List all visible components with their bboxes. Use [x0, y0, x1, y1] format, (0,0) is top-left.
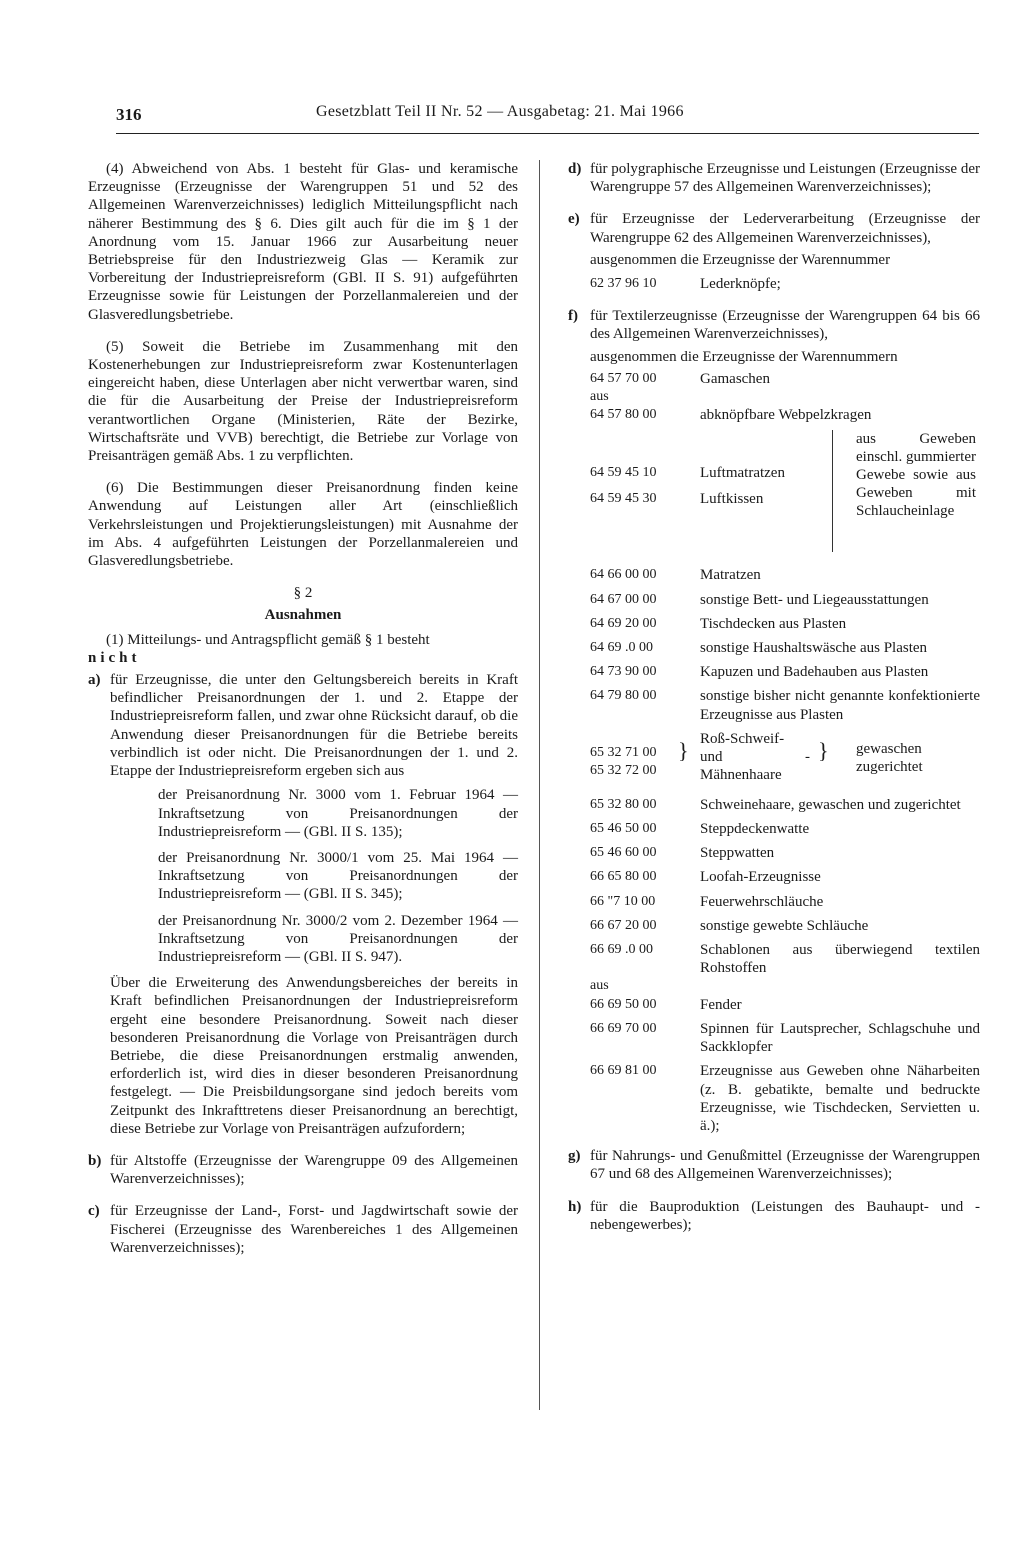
left-column: [88, 160, 518, 1263]
table-row: 66 69 81 00 Erzeugnisse aus Geweben ohne Näharbeiten (z. B. gebatikte, bemalte und bedruckte Erzeugnisse, wie Tischdecken, Servietten u. ä.);: [590, 1063, 980, 1134]
table-row: 64 73 90 00 Kapuzen und Badehauben aus Plasten: [590, 664, 929, 681]
list-item-c: c) für Erzeugnisse der Land-, Forst- und Jagdwirtschaft sowie der Fischerei (Erzeugnisse des Warenbereiches 1 des Allgemeinen Warenverzeichnisses);: [88, 1203, 518, 1256]
table-row: 64 69 20 00 Tischdecken aus Plasten: [590, 615, 847, 632]
list-item-b: b) für Altstoffe (Erzeugnisse der Warengruppe 09 des Allgemeinen Warenverzeichnisses);: [88, 1152, 518, 1188]
list-item-e: e) für Erzeugnisse der Lederverarbeitung (Erzeugnisse der Warengruppe 62 des Allgemeinen Warenverzeichnisses),: [568, 211, 980, 246]
sub-item: der Preisanordnung Nr. 3000/1 vom 25. Mai 1964 — Inkraftsetzung von Preisanordnungen der Industriepreisreform — (GBl. II S. 345);: [158, 849, 518, 903]
aus-label: aus: [590, 978, 609, 994]
list-item-g: g) für Nahrungs- und Genußmittel (Erzeugnisse der Warengruppen 67 und 68 des Allgemeinen Warenverzeichnisses);: [568, 1148, 980, 1183]
section-nicht: nicht: [88, 649, 141, 666]
list-item-a-after: Über die Erweiterung des Anwendungsbereiches der bereits in Kraft befindlichen Preisanordnungen der Industriepreisreform ergeht eine besondere Preisanordnung. Soweit nach dieser besonderen Preisanordnung die Vorlage von Preisanträgen durch Betriebe, die diese Preisanordnungen erstmalig anwenden, erforderlich ist, wird dies in dieser besonderen Preisanordnung festgelegt. — Die Preisbildungsorgane sind jedoch bereits vom Zeitpunkt des Inkrafttretens dieser Preisanordnung an berechtigt, diese Betriebe zur Vorlage von Preisanträgen aufzufordern;: [110, 975, 518, 1137]
table-row: 65 32 80 00 Schweinehaare, gewaschen und zugerichtet: [590, 796, 961, 813]
section-intro: (1) Mitteilungs- und Antragspflicht gemäß § 1 besteht: [106, 631, 430, 648]
page-number: 316: [116, 105, 142, 124]
braced-group: 65 32 71 00 65 32 72 00 } Roß-Schweif- und -Mähnenhaare } gewaschen zugerichtet: [590, 730, 923, 783]
table-row: 66 "7 10 00 Feuerwehrschläuche: [590, 893, 824, 910]
table-row: 64 67 00 00 sonstige Bett- und Liegeausstattungen: [590, 591, 929, 608]
paragraph-6: (6) Die Bestimmungen dieser Preisanordnung finden keine Anwendung auf Leistungen aller Art (einschließlich Verkehrsleistungen und Projektierungsleistungen) mit Ausnahme der im Abs. 4 aufgeführten Leistungen der Porzellanmalereien und Glasveredlungsbetriebe.: [88, 480, 518, 570]
rows-c: [590, 996, 980, 1135]
table-row: 64 57 70 00 Gamaschen: [590, 370, 770, 387]
table-row: 64 66 00 00 Matratzen: [590, 567, 761, 584]
table-row: 65 46 60 00 Steppwatten: [590, 845, 775, 862]
table-row: 66 67 20 00 sonstige gewebte Schläuche: [590, 917, 869, 934]
exception-intro: ausgenommen die Erzeugnisse der Warennummern: [590, 348, 898, 365]
rows-b: [590, 796, 980, 978]
table-row: 64 79 80 00 sonstige bisher nicht genannte konfektionierte Erzeugnisse aus Plasten: [590, 688, 980, 723]
table-row: 66 69 .0 00 Schablonen aus überwiegend textilen Rohstoffen: [590, 942, 980, 977]
list-item-a: a) für Erzeugnisse, die unter den Geltungsbereich bereits in Kraft befindlicher Preisanordnungen der 1. und 2. Etappe der Industriepreisreform fallen, und zwar ohne Rücksicht darauf, ob die Anwendung dieser Preisanordnungen für die Betriebe bereits verbindlich ist oder nicht. Die Preisanordnungen der 1. und 2. Etappe der Industriepreisreform ergeben sich aus: [88, 672, 518, 780]
list-item-a-sublist: [158, 786, 518, 966]
table-row: 66 65 80 00 Loofah-Erzeugnisse: [590, 869, 821, 886]
page-title: Gesetzblatt Teil II Nr. 52 — Ausgabetag: 21. Mai 1966: [316, 103, 684, 120]
column-divider: [539, 160, 540, 1410]
exception-intro: ausgenommen die Erzeugnisse der Warennummer: [590, 251, 891, 268]
sub-item: der Preisanordnung Nr. 3000/2 vom 2. Dezember 1964 — Inkraftsetzung von Preisanordnungen der Industriepreisreform — (GBl. II S. 947).: [158, 912, 518, 965]
sub-item: der Preisanordnung Nr. 3000 vom 1. Februar 1964 — Inkraftsetzung von Preisanordnungen der Industriepreisreform — (GBl. II S. 135);: [158, 787, 518, 840]
rows-a: [590, 566, 980, 723]
section-number: § 2: [293, 585, 313, 602]
brace-mark: [826, 430, 833, 552]
list-item-f: f) für Textilerzeugnisse (Erzeugnisse der Warengruppen 64 bis 66 des Allgemeinen Warenverzeichnisses),: [568, 308, 980, 343]
paragraph-5: (5) Soweit die Betriebe im Zusammenhang mit den Kostenerhebungen zur Industriepreisreform zwar Kostenunterlagen eingereicht haben, diese Unterlagen aber nicht verwertbar waren, sind die für die Ausarbeitung der Preise der Industriepreisreform verantwortlichen Organe (Ministerien, Räte der Bezirke, Wirtschaftsräte und VVB) berechtigt, die Betriebe zur Vorlage von Preisanträgen gemäß Abs. 1 zu verpflichten.: [88, 338, 518, 465]
table-row: 66 69 50 00 Fender: [590, 996, 742, 1013]
brace-mark: }: [678, 737, 689, 763]
table-row: 65 46 50 00 Steppdeckenwatte: [590, 821, 810, 838]
page-header: [116, 103, 979, 134]
section-title: Ausnahmen: [264, 607, 342, 624]
aus-label: aus: [590, 389, 609, 405]
list-item-h: h) für die Bauproduktion (Leistungen des Bauhaupt- und -nebengewerbes);: [568, 1198, 980, 1233]
table-row: 62 37 96 10 Lederknöpfe;: [590, 276, 781, 293]
right-column: [568, 160, 980, 1240]
list-item-d: d) für polygraphische Erzeugnisse und Leistungen (Erzeugnisse der Warengruppe 57 des Allgemeinen Warenverzeichnisses);: [568, 161, 980, 196]
brace-mark: }: [818, 737, 829, 763]
table-row: 64 57 80 00 abknöpfbare Webpelzkragen: [590, 407, 872, 424]
paragraph-4: (4) Abweichend von Abs. 1 besteht für Glas- und keramische Erzeugnisse (Erzeugnisse der Warengruppen 51 und 52 des Allgemeinen Warenverzeichnisses) lediglich Mitteilungspflicht nach näherer Bestimmung des § 6. Dies gilt auch für die im § 1 der Anordnung vom 15. Januar 1966 zur Ausarbeitung neuer Betriebspreise für den Industriezweig Glas — Keramik zur Vorbereitung der Industriepreisreform (GBl. II S. 91) aufgeführten Erzeugnisse sowie für Leistungen der Porzellanmalereien und der Glasveredlungsbetriebe.: [88, 161, 518, 323]
table-row: 64 69 .0 00 sonstige Haushaltswäsche aus Plasten: [590, 640, 928, 657]
braced-group: 64 59 45 10 Luftmatratzen 64 59 45 30 Luftkissen aus Geweben einschl. gummierter Gewebe sowie aus Geweben mit Schlaucheinlage: [590, 430, 980, 560]
table-row: 66 69 70 00 Spinnen für Lautsprecher, Schlagschuhe und Sackklopfer: [590, 1020, 980, 1056]
